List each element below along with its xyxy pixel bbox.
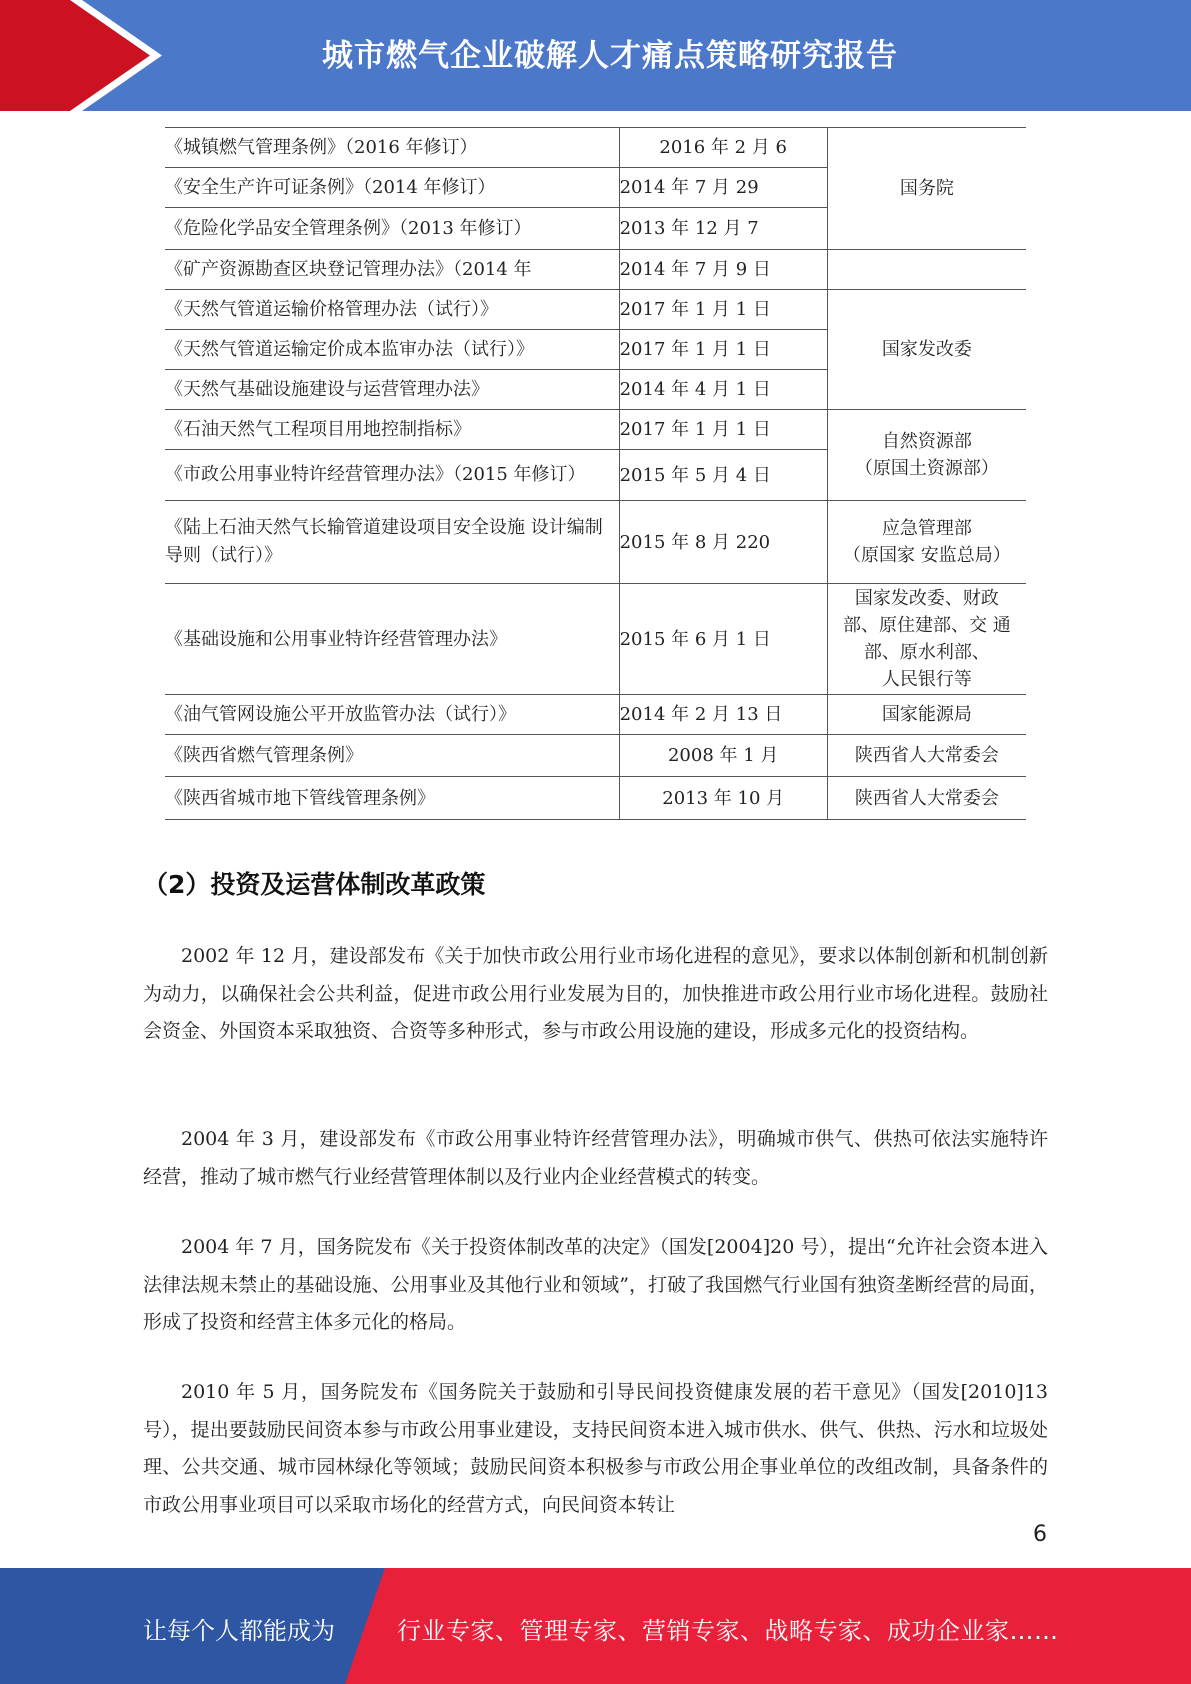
- page-header: [0, 0, 1191, 111]
- table-row: [165, 501, 1026, 584]
- page-footer: [0, 1568, 1191, 1684]
- table-row: [165, 777, 1026, 820]
- table-row: [165, 290, 1026, 330]
- issuer-line: 自然资源部: [881, 431, 972, 452]
- regulation-date: 2017 年 1 月 1 日: [619, 330, 827, 370]
- regulations-table: [165, 127, 1026, 820]
- regulation-name: 《基础设施和公用事业特许经营管理办法》: [165, 584, 619, 695]
- issuer-line: （原国土资源部）: [854, 458, 999, 479]
- issuer-cell-empty: [827, 250, 1026, 290]
- regulation-date: 2014 年 7 月 29: [619, 168, 827, 208]
- issuer-cell: [827, 584, 1026, 695]
- page-number: 6: [1033, 1522, 1047, 1547]
- report-title: 城市燃气企业破解人才痛点策略研究报告: [322, 38, 898, 74]
- regulation-date: 2015 年 8 月 220: [619, 501, 827, 584]
- regulation-date: 2017 年 1 月 1 日: [619, 290, 827, 330]
- regulation-name: 《油气管网设施公平开放监管办法（试行）》: [165, 695, 619, 735]
- section-heading: （2）投资及运营体制改革政策: [143, 870, 486, 899]
- table-row: [165, 410, 1026, 450]
- regulation-name: 《陕西省燃气管理条例》: [165, 735, 619, 777]
- regulation-name: 《天然气管道运输定价成本监审办法（试行）》: [165, 330, 619, 370]
- regulation-date: 2014 年 2 月 13 日: [619, 695, 827, 735]
- body-paragraph: 2002 年 12 月，建设部发布《关于加快市政公用行业市场化进程的意见》，要求以体制创新和机制创新为动力，以确保社会公共利益，促进市政公用行业发展为目的，加快推进市政公用行业市场化进程。鼓励社会资金、外国资本采取独资、合资等多种形式，参与市政公用设施的建设，形成多元化的投资结构。: [143, 945, 1048, 1042]
- regulation-date: 2015 年 5 月 4 日: [619, 450, 827, 501]
- issuer-cell: 陕西省人大常委会: [827, 777, 1026, 820]
- regulation-name: 《城镇燃气管理条例》（2016 年修订）: [165, 128, 619, 168]
- regulation-name: 《天然气基础设施建设与运营管理办法》: [165, 370, 619, 410]
- regulation-name: 《陆上石油天然气长输管道建设项目安全设施 设计编制导则（试行）》: [165, 501, 619, 584]
- issuer-line: 部、原水利部、: [863, 642, 990, 663]
- footer-slogan-left: 让每个人都能成为: [143, 1617, 335, 1645]
- regulation-name: 《天然气管道运输价格管理办法（试行）》: [165, 290, 619, 330]
- issuer-cell: [827, 410, 1026, 501]
- body-paragraph: 2004 年 3 月，建设部发布《市政公用事业特许经营管理办法》，明确城市供气、供热可依法实施特许经营，推动了城市燃气行业经营管理体制以及行业内企业经营模式的转变。: [143, 1128, 1048, 1188]
- issuer-line: 国家发改委、财政: [854, 588, 999, 609]
- issuer-cell: 国务院: [827, 128, 1026, 250]
- issuer-line: （原国家 安监总局）: [843, 545, 1011, 566]
- regulation-date: 2016 年 2 月 6: [619, 128, 827, 168]
- table-row: [165, 250, 1026, 290]
- issuer-line: 应急管理部: [881, 518, 972, 539]
- table-row: [165, 128, 1026, 168]
- regulation-date: 2017 年 1 月 1 日: [619, 410, 827, 450]
- regulation-name: 《陕西省城市地下管线管理条例》: [165, 777, 619, 820]
- regulation-name: 《危险化学品安全管理条例》（2013 年修订）: [165, 208, 619, 250]
- regulation-date: 2008 年 1 月: [619, 735, 827, 777]
- footer-slogan-right: 行业专家、管理专家、营销专家、战略专家、成功企业家……: [397, 1617, 1059, 1645]
- issuer-line: 部、原住建部、交 通: [843, 615, 1011, 636]
- regulation-date: 2015 年 6 月 1 日: [619, 584, 827, 695]
- body-paragraph: 2004 年 7 月，国务院发布《关于投资体制改革的决定》（国发[2004]20 号），提出“允许社会资本进入法律法规未禁止的基础设施、公用事业及其他行业和领域”，打破了我国燃气行业国有独资垄断经营的局面，形成了投资和经营主体多元化的格局。: [143, 1236, 1048, 1333]
- table-row: [165, 695, 1026, 735]
- regulation-name: 《市政公用事业特许经营管理办法》（2015 年修订）: [165, 450, 619, 501]
- issuer-cell: 国家能源局: [827, 695, 1026, 735]
- table-row: [165, 735, 1026, 777]
- issuer-cell: 陕西省人大常委会: [827, 735, 1026, 777]
- regulation-date: 2014 年 4 月 1 日: [619, 370, 827, 410]
- regulation-name: 《矿产资源勘查区块登记管理办法》（2014 年: [165, 250, 619, 290]
- regulation-date: 2013 年 12 月 7: [619, 208, 827, 250]
- regulation-name: 《安全生产许可证条例》（2014 年修订）: [165, 168, 619, 208]
- table-row: [165, 584, 1026, 695]
- issuer-cell: 国家发改委: [827, 290, 1026, 410]
- regulation-name: 《石油天然气工程项目用地控制指标》: [165, 410, 619, 450]
- regulation-date: 2014 年 7 月 9 日: [619, 250, 827, 290]
- regulation-date: 2013 年 10 月: [619, 777, 827, 820]
- issuer-line: 人民银行等: [881, 669, 972, 690]
- issuer-cell: [827, 501, 1026, 584]
- body-paragraph: 2010 年 5 月，国务院发布《国务院关于鼓励和引导民间投资健康发展的若干意见》（国发[2010]13 号），提出要鼓励民间资本参与市政公用事业建设，支持民间资本进入城市供水、供气、供热、污水和垃圾处理、公共交通、城市园林绿化等领域；鼓励民间资本积极参与市政公用企事业单位的改组改制，具备条件的市政公用事业项目可以采取市场化的经营方式，向民间资本转让: [143, 1381, 1048, 1516]
